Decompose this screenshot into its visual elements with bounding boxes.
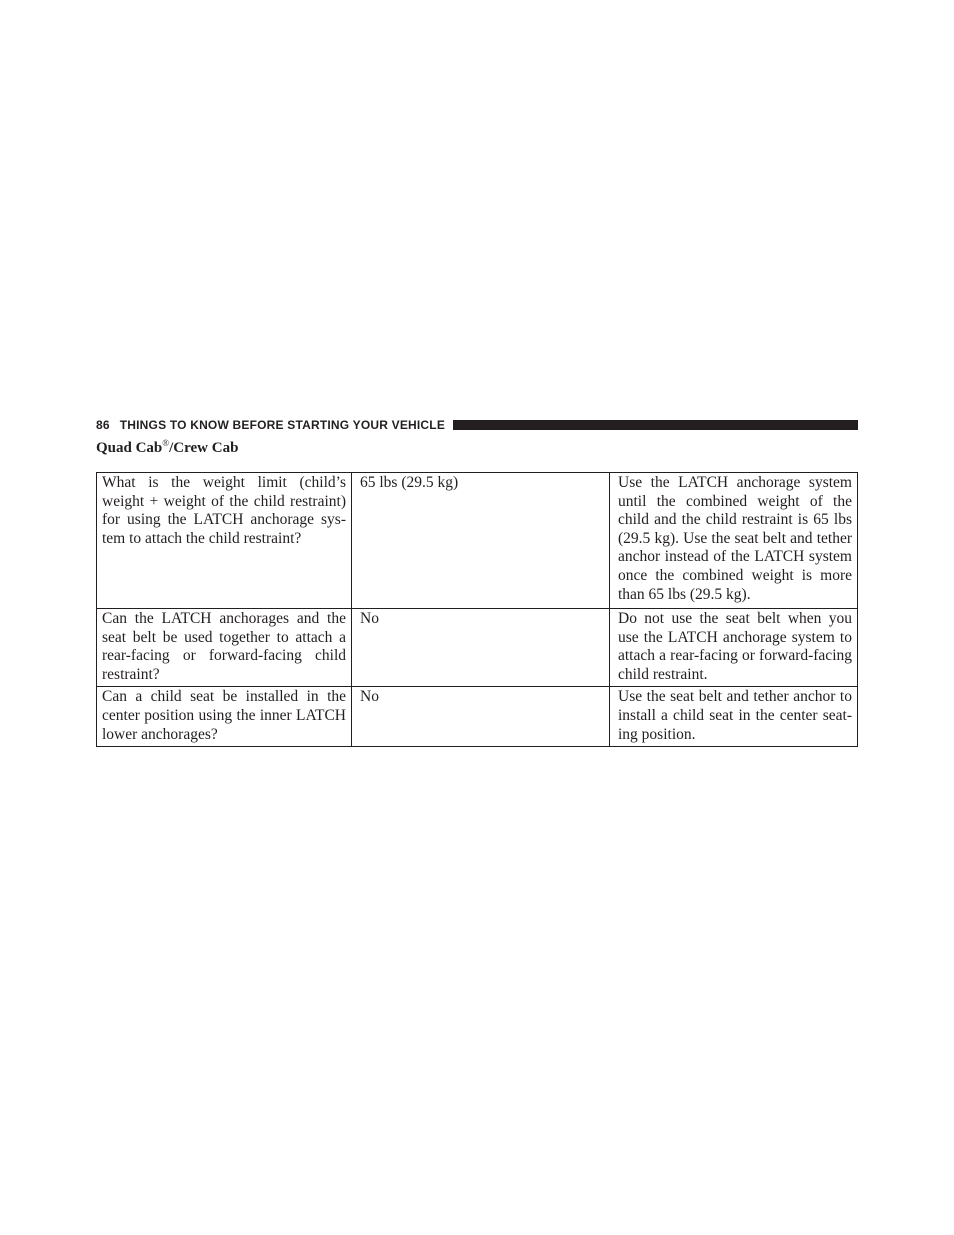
note-cell: Use the LATCH anchorage system until the combined weight of the child and the child restraint is 65 lbs (29.5 kg). Use the seat belt and tether anchor instead of the LATCH system once the combined weight is more than 65 lbs (29.5 kg). <box>610 473 858 609</box>
answer-cell: No <box>352 609 610 687</box>
answer-cell: 65 lbs (29.5 kg) <box>352 473 610 609</box>
answer-cell: No <box>352 687 610 747</box>
page-number: 86 <box>96 418 110 432</box>
section-title: THINGS TO KNOW BEFORE STARTING YOUR VEHICLE <box>119 418 446 432</box>
latch-info-table <box>96 472 858 747</box>
question-cell: What is the weight limit (child’s weight + weight of the child restraint) for using the LATCH anchorage sys-tem to attach the child restraint? <box>97 473 352 609</box>
table-row <box>97 687 858 747</box>
question-cell: Can the LATCH anchorages and the seat belt be used together to attach a rear-facing or forward-facing child restraint? <box>97 609 352 687</box>
table-row <box>97 473 858 609</box>
question-cell: Can a child seat be installed in the center position using the inner LATCH lower anchorages? <box>97 687 352 747</box>
subheading-text-before: Quad Cab <box>96 440 163 456</box>
subheading-text-after: /Crew Cab <box>169 440 239 456</box>
table-row <box>97 609 858 687</box>
note-cell: Do not use the seat belt when you use the LATCH anchorage system to attach a rear-facing or forward-facing child restraint. <box>610 609 858 687</box>
table-subheading <box>96 438 238 457</box>
header-rule-bar <box>453 420 858 430</box>
registered-mark: ® <box>162 438 170 448</box>
note-cell: Use the seat belt and tether anchor to install a child seat in the center seat-ing position. <box>610 687 858 747</box>
page-header <box>96 416 858 434</box>
